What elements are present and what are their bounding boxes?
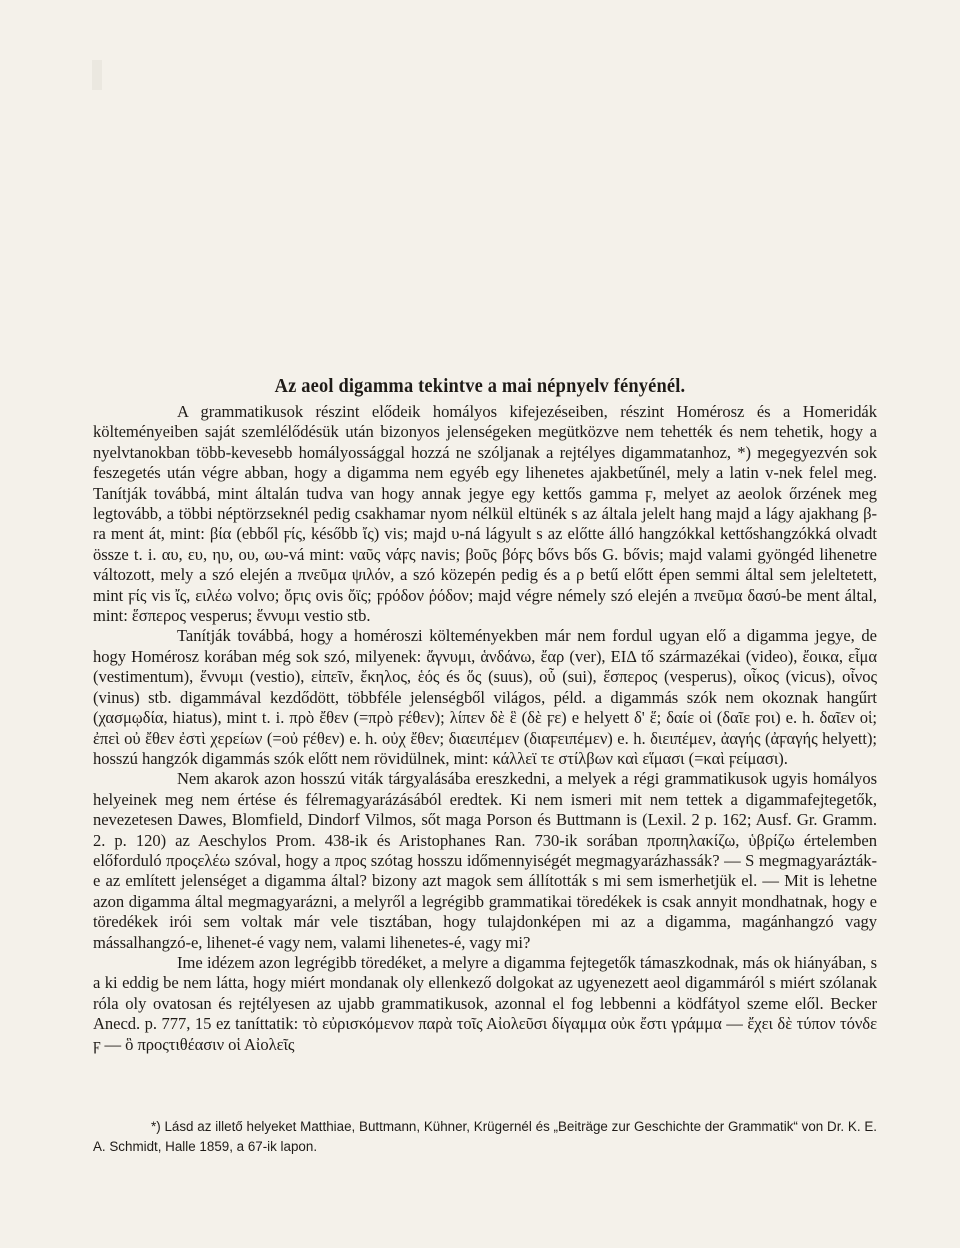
paragraph-1: A grammatikusok részint elődeik homályos kifejezéseiben, részint Homérosz és a Homeridák költeményeiben saját szemlélődésük után bizonyos jelenségeken megütközve nem tehették és nem tehetik, hogy a nyelvtanokban több-kevesebb homályossággal hozzá ne szóljanak a rejtélyes digammatanhoz, *) megegyezvén sok feszegetés után végre abban, hogy a digamma nem egyéb egy lihenetes ajakbetűnél, mely a latin v-nek felel meg. Tanítják továbbá, mint általán tudva van hogy annak jegye egy kettős gamma ϝ, melyet az aeolok őrzének meg legtovább, a többi néptörzseknél pedig csakhamar nyom nélkül eltünék s az általa jelelt hang majd a lágy ajakhang β-ra ment át, mint: βία (ebből ϝίς, később ἴς) vis; majd υ-ná lágyult s az előtte álló hangzókkal kettőshangzókká olvadt össze t. i. αυ, ευ, ηυ, ου, ωυ-vá mint: ναῦς νάϝς navis; βοῦς βόϝς bővs bős G. bővis; majd valami gyöngéd lihenetre változott, mely a szó elején a πνεῦμα ψιλόν, a szó közepén pedig és a ρ betű előtt épen semmi által sem jeleltetett, mint ϝίς vis ἴς, ειλέω volvo; ὄϝις ovis ὄϊς; ϝρόδον ῥόδον; majd végre némely szó elején a πνεῦμα δασύ-be ment által, mint: ἕσπερος vesperus; ἕννυμι vestio stb. — [93, 402, 877, 626]
paragraph-4: Ime idézem azon legrégibb töredéket, a melyre a digamma fejtegetők támaszkodnak, más ok hiányában, s a ki eddig be nem látta, hogy miért mondanak oly ellenkező dolgokat az ugyenezett aeol digammáról s miért szólanak róla oly ovatosan és rejtélyesen az ujabb grammatikusok, azonnal el fog lebbenni a ködfátyol szeme elől. Becker Anecd. p. 777, 15 ez taníttatik: τὸ εὐρισκόμενον παρὰ τοῖς Αἰολεῦσι δίγαμμα οὐκ ἔστι γράμμα — ἔχει δὲ τύπον τόνδε ϝ — ὃ προςτιθέασιν οἱ Αἰολεῖς — [93, 952, 877, 1054]
paragraph-2: Tanítják továbbá, hogy a homéroszi költeményekben már nem fordul ugyan elő a digamma jegye, de hogy Homérosz korában még sok szó, milyenek: ἄγνυμι, ἁνδάνω, ἔαρ (ver), ΕΙΔ tő származékai (video), ἔοικα, εἷμα (vestimentum), ἕννυμι (vestio), εἰπεῖν, ἔκηλος, ἑός és ὅς (suus), οὗ (sui), ἕσπερος (vesperus), οἶκος (vicus), οἶνος (vinus) stb. digammával kezdődött, többféle jelenségből világos, péld. a digammás szók nem okoznak hangűrt (χασμῳδία, hiatus), mint t. i. πρὸ ἔθεν (=πρὸ ϝέθεν); λίπεν δὲ ἓ (δὲ ϝε) e helyett δ' ἕ; δαίε οἱ (δαῖε ϝοι) e. h. δαῖεν οἱ; ἐπεὶ οὐ ἔθεν ἐστὶ χερείων (=οὐ ϝέθεν) e. h. οὐχ ἔθεν; διαειπέμεν (διαϝειπέμεν) e. h. διειπέμεν, ἀαγής (ἀϝαγής helyett); hosszú hangzók digammás szók előtt nem rövidülnek, mint: κάλλεϊ τε στίλβων καὶ εἵμασι (=καὶ ϝείμασι). — [93, 626, 877, 768]
scan-smudge — [92, 60, 102, 90]
page-title: Az aeol digamma tekintve a mai népnyelv fényénél. — [274, 375, 686, 398]
main-text-body — [93, 402, 877, 1055]
footnote — [93, 1117, 877, 1157]
paragraph-3: Nem akarok azon hosszú viták tárgyalásába ereszkedni, a melyek a régi grammatikusok ugyis homályos helyeinek meg nem értése és félremagyarázásából eredtek. Ki nem ismeri mit nem tettek a digammafejtegetők, nevezetesen Dawes, Blomfield, Dindorf Vilmos, sőt maga Porson és Buttmann is (Lexil. 2 p. 162; Ausf. Gr. Gramm. 2. p. 120) az Aeschylos Prom. 438-ik és Aristophanes Ran. 730-ik sorában προπηλακίζω, ὑβρίζω értelemben előforduló προςελέω szóval, hogy a προς szótag hosszu időmennyiségét megmagyarázhassák? — S megmagyarázták-e az említett jelenséget a digamma által? bizony azt magok sem állították s mi sem ismerhetjük el. — Mit is lehetne azon digamma által megmagyarázni, a melyről a legrégibb grammatikai töredékek is csak annyit mondhatnak, hogy e töredékek irói sem voltak már vele tisztában, hogy tulajdonképen mi az a digamma, magánhangzó vagy mássalhangzó-e, lihenet-é vagy nem, valami lihenetes-é, vagy mi? — [93, 769, 877, 952]
footnote-text: *) Lásd az illető helyeket Matthiae, Buttmann, Kühner, Krügernél és „Beiträge zur Geschichte der Grammatik“ von Dr. K. E. A. Schmidt, Halle 1859, a 67-ik lapon. — [93, 1119, 877, 1154]
